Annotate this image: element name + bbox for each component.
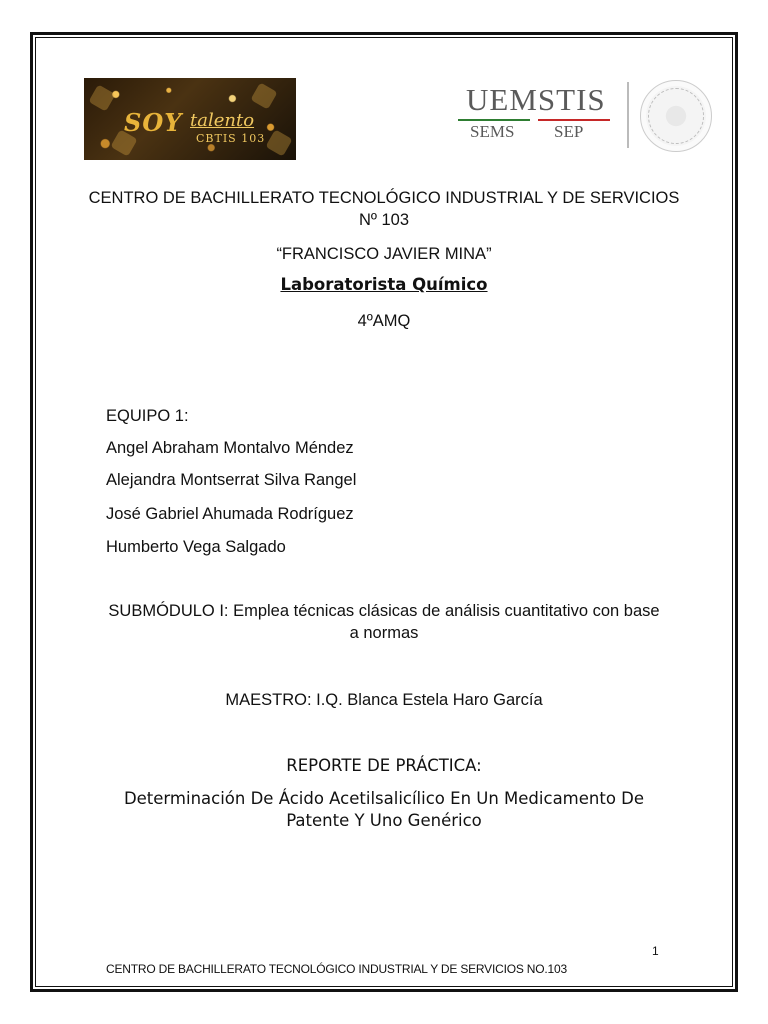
sems-label: SEMS [470,122,515,141]
soy-talento-logo [84,78,296,160]
career-wrapper [80,275,688,295]
sep-underline [538,119,610,121]
logo-talento-text: talento [190,110,255,131]
career-title: Laboratorista Químico [280,275,488,294]
logo-cbtis-text: CBTIS 103 [196,132,266,145]
page-footer: CENTRO DE BACHILLERATO TECNOLÓGICO INDUSTRIAL Y DE SERVICIOS NO.103 [106,962,567,976]
team-member: José Gabriel Ahumada Rodríguez [106,505,354,523]
logo-divider [627,82,629,148]
team-label: EQUIPO 1: [106,407,189,425]
report-label: REPORTE DE PRÁCTICA: [286,756,482,775]
uemstis-logo [458,82,618,152]
team-member: Alejandra Montserrat Silva Rangel [106,471,357,489]
sems-underline [458,119,530,121]
mexico-seal-icon [640,80,712,152]
team-member: Angel Abraham Montalvo Méndez [106,439,354,457]
page-number: 1 [652,944,659,958]
report-title: Determinación De Ácido Acetilsalicílico En Un Medicamento De Patente Y Uno Genérico [123,789,645,830]
institution-name: CENTRO DE BACHILLERATO TECNOLÓGICO INDUSTRIAL Y DE SERVICIOS Nº 103 [88,189,680,229]
logo-soy-text: SOY [124,108,183,137]
sep-label: SEP [554,122,584,141]
school-name: “FRANCISCO JAVIER MINA” [276,245,492,263]
teacher-name: MAESTRO: I.Q. Blanca Estela Haro García [225,691,543,709]
uemstis-title: UEMSTIS [466,82,606,117]
submodule-text: SUBMÓDULO I: Emplea técnicas clásicas de análisis cuantitativo con base a normas [108,602,660,642]
team-member: Humberto Vega Salgado [106,538,286,556]
group-code: 4ºAMQ [357,312,411,330]
